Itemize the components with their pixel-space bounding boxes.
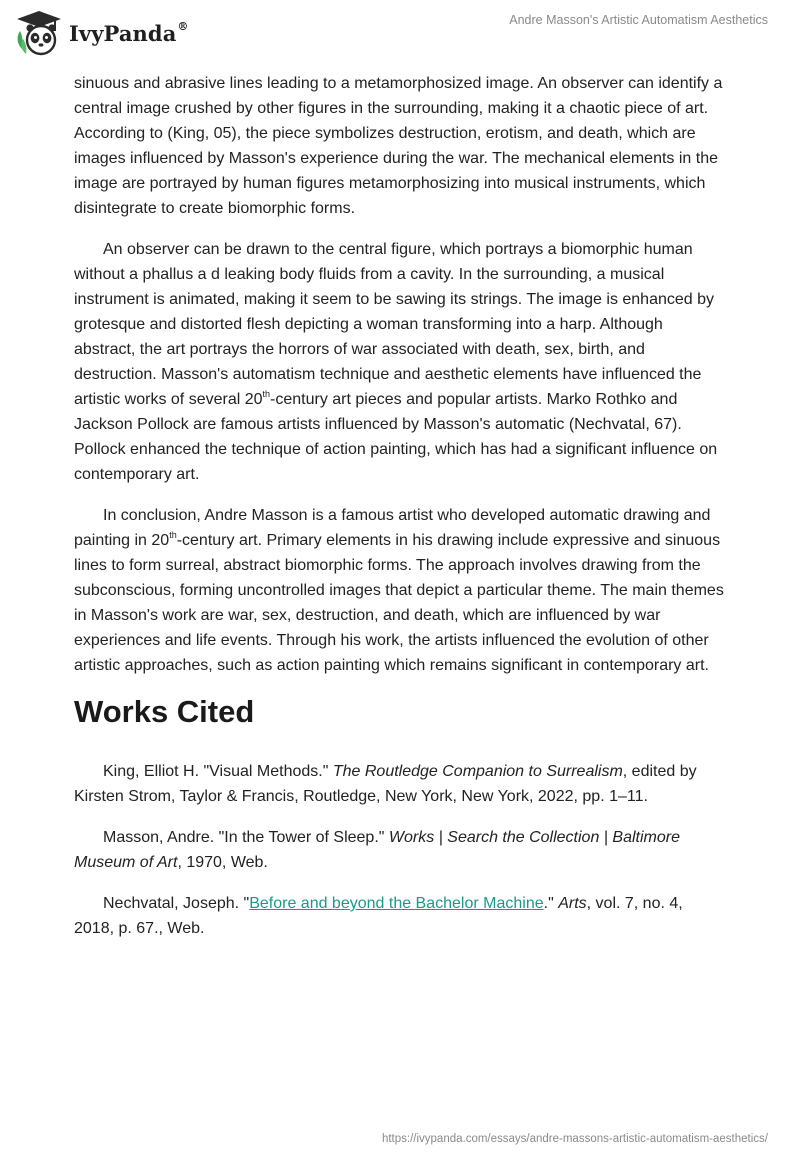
essay-content	[74, 71, 726, 957]
citation-king: King, Elliot H. "Visual Methods." The Routledge Companion to Surrealism, edited by Kirsten Strom, Taylor & Francis, Routledge, New York, New York, 2022, pp. 1–11.	[74, 763, 697, 805]
document-title: Andre Masson's Artistic Automatism Aesthetics	[509, 13, 768, 27]
source-url: https://ivypanda.com/essays/andre-massons-artistic-automatism-aesthetics/	[381, 1133, 768, 1145]
paragraph-1: sinuous and abrasive lines leading to a metamorphosized image. An observer can identify a central image crushed by other figures in the surrounding, making it a chaotic piece of art. According to (King, 05), the piece symbolizes destruction, erotism, and death, which are images influenced by Masson's experience during the war. The mechanical elements in the image are portrayed by human figures metamorphosizing into musical instruments, which disintegrate to create biomorphic forms.	[74, 75, 723, 217]
paragraph-2: An observer can be drawn to the central figure, which portrays a biomorphic human without a phallus a d leaking body fluids from a cavity. In the surrounding, a musical instrument is animated, making it seem to be sawing its strings. The image is enhanced by grotesque and distorted flesh depicting a woman transforming into a harp. Although abstract, the art portrays the horrors of war associated with death, sex, birth, and destruction. Masson's automatism technique and aesthetic elements have influenced the artistic works of several 20th-century art pieces and popular artists. Marko Rothko and Jackson Pollock are famous artists influenced by Masson's automatic (Nechvatal, 67). Pollock enhanced the technique of action painting, which has had a significant influence on contemporary art.	[74, 241, 718, 483]
panda-graduate-icon	[14, 9, 64, 57]
page-header	[0, 0, 800, 66]
works-cited-heading: Works Cited	[74, 694, 255, 729]
citation-masson: Masson, Andre. "In the Tower of Sleep." Works | Search the Collection | Baltimore Museum of Art, 1970, Web.	[74, 829, 680, 871]
paragraph-3: In conclusion, Andre Masson is a famous artist who developed automatic drawing and painting in 20th-century art. Primary elements in his drawing include expressive and sinuous lines to form surreal, abstract biomorphic forms. The approach involves drawing from the subconscious, forming uncontrolled images that depict a particular theme. The main themes in Masson's work are war, sex, destruction, and death, which are influenced by war experiences and life events. Through his work, the artists influenced the evolution of other artistic approaches, such as action painting which remains significant in contemporary art.	[74, 507, 724, 674]
brand-name: IvyPanda®	[69, 19, 189, 46]
citation-nechvatal: Nechvatal, Joseph. "Before and beyond the Bachelor Machine." Arts, vol. 7, no. 4, 2018, p. 67., Web.	[74, 895, 683, 937]
citation-link[interactable]: Before and beyond the Bachelor Machine	[249, 895, 544, 912]
brand-logo[interactable]	[14, 9, 189, 57]
